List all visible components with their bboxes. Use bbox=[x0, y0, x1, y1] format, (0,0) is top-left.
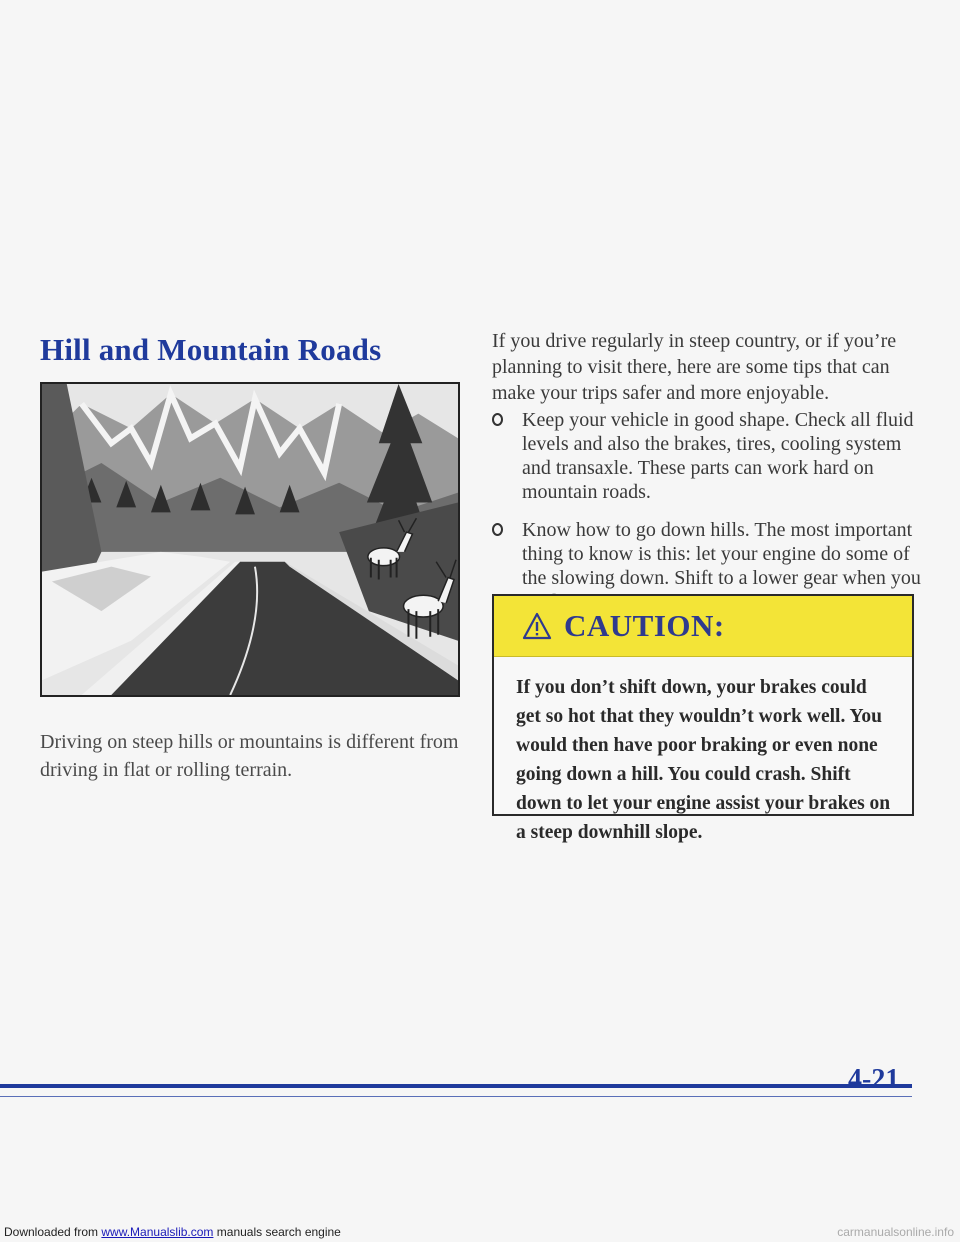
watermark: carmanualsonline.info bbox=[837, 1225, 954, 1239]
footer-rule-thin bbox=[0, 1096, 912, 1097]
illustration-caption: Driving on steep hills or mountains is different from driving in flat or rolling terrain. bbox=[40, 731, 459, 781]
download-footer bbox=[0, 1222, 960, 1242]
intro-paragraph: If you drive regularly in steep country, or if you’re planning to visit there, here are some tips that can make your trips safer and more enjoyable. bbox=[492, 330, 897, 404]
footer-source bbox=[4, 1222, 341, 1242]
caution-box bbox=[492, 594, 914, 843]
caution-header bbox=[494, 596, 912, 657]
page-number: 4-21 bbox=[848, 1064, 900, 1095]
mountain-road-drawing bbox=[42, 384, 458, 695]
manualslib-link[interactable]: www.Manualslib.com bbox=[101, 1225, 214, 1239]
caution-text: If you don’t shift down, your brakes could get so hot that they wouldn’t work well. You would then have poor braking or even none going down a hill. You could crash. Shift down to let your engine assist your brakes on a steep downhill slope. bbox=[516, 677, 891, 843]
list-item-text: Keep your vehicle in good shape. Check all fluid levels and also the brakes, tires, cooling system and transaxle. These parts can work hard on mountain roads. bbox=[522, 409, 914, 503]
bullet-icon bbox=[492, 413, 503, 426]
footer-suffix: manuals search engine bbox=[213, 1225, 341, 1239]
warning-triangle-icon bbox=[522, 612, 552, 640]
bullet-icon bbox=[492, 523, 503, 536]
list-item-text: Know how to go down hills. The most important thing to know is this: let your engine do some of the slowing down. Shift to a lower gear when you bbox=[522, 519, 921, 589]
mountain-road-illustration bbox=[40, 382, 460, 697]
footer-prefix: Downloaded from bbox=[4, 1225, 102, 1239]
caution-label: CAUTION: bbox=[564, 608, 725, 643]
list-item bbox=[492, 408, 922, 504]
footer-rule bbox=[0, 1084, 912, 1088]
page-title: Hill and Mountain Roads bbox=[40, 332, 382, 367]
